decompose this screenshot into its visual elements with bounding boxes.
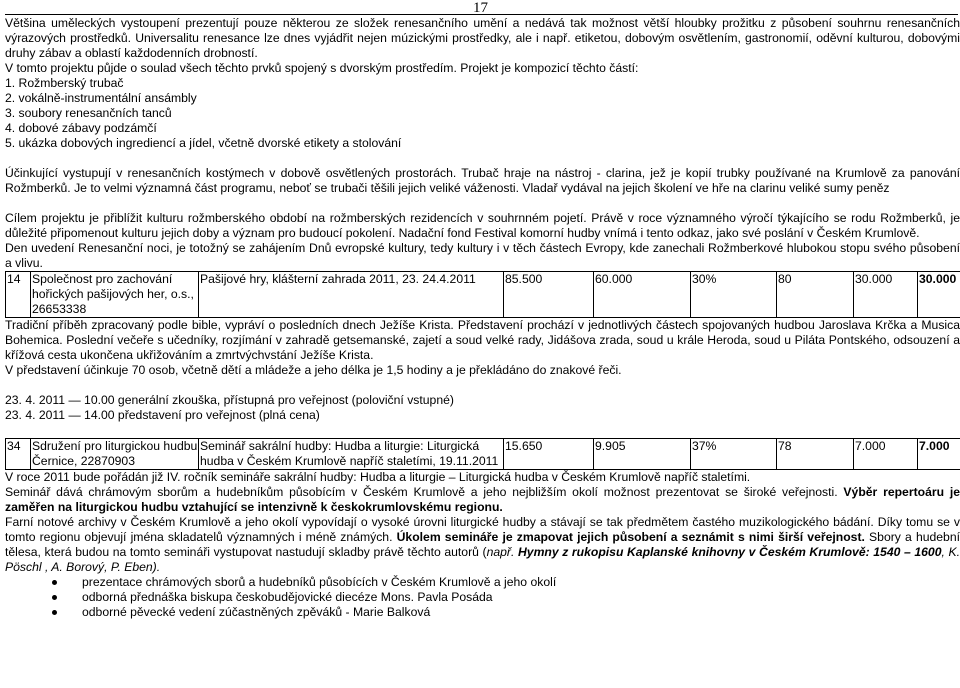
amount-cell: 7.000	[854, 439, 918, 470]
row-number: 14	[6, 272, 31, 318]
section2-paragraph: V představení účinkuje 70 osob, včetně dětí a mládeže a jeho délka je 1,5 hodiny a je překládáno do znakové řeči.	[5, 363, 622, 377]
applicant-cell: Společnost pro zachování hořických pašijových her, o.s., 26653338	[31, 272, 199, 318]
amount-cell: 60.000	[594, 272, 691, 318]
part-item: 3. soubory renesančních tanců	[5, 106, 172, 120]
project-cell: Seminář sakrální hudby: Hudba a liturgie: Liturgická hudba v Českém Krumlově napříč staletími, 19.11.2011	[199, 439, 504, 470]
section2-paragraph: Tradiční příběh zpracovaný podle bible, vypráví o posledních dnech Ježíše Krista. Představení prochází v jednotlivých částech spojovaných hudbou Jaroslava Krčka a Musica Bohemica. Poslední večeře s učedníky, rozjímání v zahradě getsemanské, zajetí a soud velké rady, Jidášova zrada, soud u krále Heroda, soud u Piláta Pontského, odsouzení a křížová cesta ukončena ukřižováním a zmrtvýchvstání Ježíše Krista.	[5, 318, 960, 362]
italic-run: např.	[486, 545, 518, 559]
schedule-line: 23. 4. 2011 — 10.00 generální zkouška, přístupná pro veřejnost (poloviční vstupné)	[5, 393, 454, 407]
percent-cell: 37%	[691, 439, 777, 470]
project-cell: Pašijové hry, klášterní zahrada 2011, 23. 24.4.2011	[199, 272, 504, 318]
part-item: 1. Rožmberský trubač	[5, 76, 124, 90]
bold-italic-run: Hymny z rukopisu Kaplanské knihovny v Českém Krumlově: 1540 – 1600	[517, 545, 942, 559]
section1-paragraph: Den uvedení Renesanční noci, je totožný se zahájením Dnů evropské kultury, tedy kultury i v těch částech Evropy, kde zanechali Rožmberkové hlubokou stopu svého působení a vlivu.	[5, 241, 960, 270]
amount-cell: 30.000	[854, 272, 918, 318]
amount-cell: 15.650	[504, 439, 594, 470]
section1-paragraph: Účinkující vystupují v renesančních kostýmech v dobově osvětlených prostorách. Trubač hraje na nástroj - clarina, jež je kopií trubky používané na Krumlově za panování Rožmberků. Je to velmi významná část programu, neboť se trubači těšili jejich veliké váženosti. Vladař vydával na jejich školení ve hře na clarinu veliké sumy peněz	[5, 166, 960, 195]
amount-cell: 9.905	[594, 439, 691, 470]
granted-amount-cell: 30.000	[918, 272, 960, 318]
text-run: Farní notové archivy v Českém Krumlově a jeho okolí vypovídají o vysoké úrovni liturgické hudby a stávají se tak předmětem častého muzikologického bádání. Díky tomu se v tomto regionu objevují jména skladatelů významných i méně známých.	[5, 515, 960, 544]
section3-paragraph: V roce 2011 bude pořádán již IV. ročník semináře sakrální hudby: Hudba a liturgie – Liturgická hudba v Českém Krumlově napříč staletími.	[5, 470, 751, 484]
page-number: 17	[473, 0, 488, 16]
intro-parts-lead: V tomto projektu půjde o soulad všech těchto prvků spojený s dvorským prostředím. Projekt je kompozicí těchto částí:	[5, 61, 639, 75]
score-cell: 78	[777, 439, 854, 470]
intro-paragraph: Většina uměleckých vystoupení prezentují pouze některou ze složek renesančního umění a nedává tak možnost větší hloubky prožitku z působení souhrnu renesančních výrazových prostředků. Universalitu renesance lze dnes vyjádřit nejen múzickými prostředky, ale i např. etiketou, dobovým osvětlením, gastronomií, oděvní kulturou, dobovými druhy zábav a oblastí každodenních drobností.	[5, 16, 960, 60]
grant-row-14	[5, 271, 960, 318]
part-item: 5. ukázka dobových ingrediencí a jídel, včetně dvorské etikety a stolování	[5, 136, 402, 150]
document-body	[5, 16, 960, 620]
spacer	[5, 151, 960, 166]
section1-paragraph: Cílem projektu je přiblížit kulturu rožmberského období na rožmberských rezidencích v souhrnném pojetí. Právě v roce významného výročí týkajícího se rodu Rožmberků, je důležité připomenout kulturu jejich doby a význam pro budoucí pokolení. Nadační fond Festival komorní hudby vnímá i tento odkaz, jako své poslání v Českém Krumlově.	[5, 211, 960, 240]
seminar-bullet-list	[5, 575, 960, 620]
applicant-cell: Sdružení pro liturgickou hudbu Černice, 22870903	[32, 439, 198, 468]
spacer	[5, 378, 960, 393]
amount-cell: 85.500	[504, 272, 594, 318]
text-run: Sbory a hudební tělesa, která budou na tomto semináři vystupovat nastudují skladby právě těchto autorů (	[5, 530, 960, 559]
schedule-line: 23. 4. 2011 — 14.00 představení pro veřejnost (plná cena)	[5, 408, 320, 422]
spacer	[5, 423, 960, 438]
section3-paragraph	[5, 485, 960, 515]
bullet-item: prezentace chrámových sborů a hudebníků působících v Českém Krumlově a jeho okolí	[80, 575, 960, 590]
header-rule	[5, 14, 958, 15]
part-item: 2. vokálně-instrumentální ansámbly	[5, 91, 197, 105]
bold-run: Výběr repertoáru je zaměřen na liturgickou hudbu vztahující se intenzivně k českokrumlovskému regionu.	[5, 485, 960, 514]
italic-run: , K. Pöschl , A. Borový, P. Eben).	[5, 545, 960, 574]
bullet-item: odborné pěvecké vedení zúčastněných zpěváků - Marie Balková	[80, 605, 960, 620]
bullet-item: odborná přednáška biskupa českobudějovické diecéze Mons. Pavla Posáda	[80, 590, 960, 605]
row-number: 34	[6, 439, 31, 470]
grant-row-34	[5, 438, 960, 470]
percent-cell: 30%	[691, 272, 777, 318]
part-item: 4. dobové zábavy podzámčí	[5, 121, 157, 135]
text-run: Seminář dává chrámovým sborům a hudebníkům působícím v Českém Krumlově a jeho nejbližším okolí možnost prezentovat se široké veřejnosti.	[5, 485, 844, 499]
score-cell: 80	[777, 272, 854, 318]
bold-run: Úkolem semináře je zmapovat jejich působení a seznámit s nimi širší veřejnost.	[396, 530, 865, 544]
spacer	[5, 196, 960, 211]
section3-paragraph	[5, 515, 960, 575]
granted-amount-cell: 7.000	[918, 439, 960, 470]
